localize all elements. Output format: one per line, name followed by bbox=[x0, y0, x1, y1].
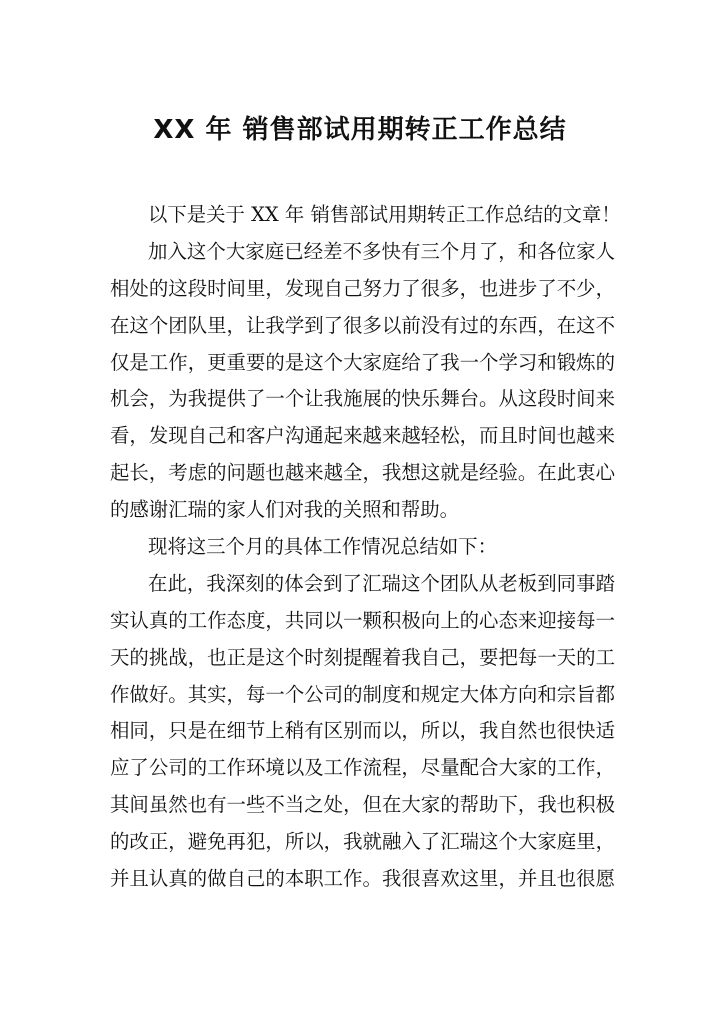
paragraph-line: 作做好。其实，每一个公司的制度和规定大体方向和宗旨都 bbox=[110, 682, 615, 706]
paragraph-line: 加入这个大家庭已经差不多快有三个月了，和各位家人 bbox=[148, 239, 615, 263]
paragraph-line: 实认真的工作态度，共同以一颗积极向上的心态来迎接每一 bbox=[110, 608, 615, 632]
paragraph-line: 其间虽然也有一些不当之处，但在大家的帮助下，我也积极 bbox=[110, 793, 615, 817]
paragraph-line: 应了公司的工作环境以及工作流程，尽量配合大家的工作， bbox=[110, 756, 615, 780]
paragraph-line: 相同，只是在细节上稍有区别而以，所以，我自然也很快适 bbox=[110, 719, 615, 743]
document-title: XX 年 销售部试用期转正工作总结 bbox=[153, 115, 567, 145]
paragraph-line: 的改正，避免再犯，所以，我就融入了汇瑞这个大家庭里， bbox=[110, 830, 615, 854]
paragraph-line: 的感谢汇瑞的家人们对我的关照和帮助。 bbox=[110, 498, 460, 522]
document-body bbox=[110, 197, 621, 898]
paragraph-line: 看，发现自己和客户沟通起来越来越轻松，而且时间也越来 bbox=[110, 424, 615, 448]
paragraph-line: 并且认真的做自己的本职工作。我很喜欢这里，并且也很愿 bbox=[110, 867, 615, 891]
paragraph-line: 在这个团队里，让我学到了很多以前没有过的东西，在这不 bbox=[110, 313, 615, 337]
paragraph-intro-line: 以下是关于 XX 年 销售部试用期转正工作总结的文章！ bbox=[148, 203, 621, 226]
paragraph-line: 仅是工作，更重要的是这个大家庭给了我一个学习和锻炼的 bbox=[110, 350, 615, 374]
paragraph-line: 起长，考虑的问题也越来越全，我想这就是经验。在此衷心 bbox=[110, 461, 615, 485]
paragraph-line: 现将这三个月的具体工作情况总结如下： bbox=[148, 535, 498, 559]
paragraph-line: 在此，我深刻的体会到了汇瑞这个团队从老板到同事踏 bbox=[148, 571, 615, 595]
paragraph-line: 相处的这段时间里，发现自己努力了很多，也进步了不少， bbox=[110, 276, 615, 300]
paragraph-line: 机会，为我提供了一个让我施展的快乐舞台。从这段时间来 bbox=[110, 387, 615, 411]
paragraph-line: 天的挑战，也正是这个时刻提醒着我自己，要把每一天的工 bbox=[110, 645, 615, 669]
